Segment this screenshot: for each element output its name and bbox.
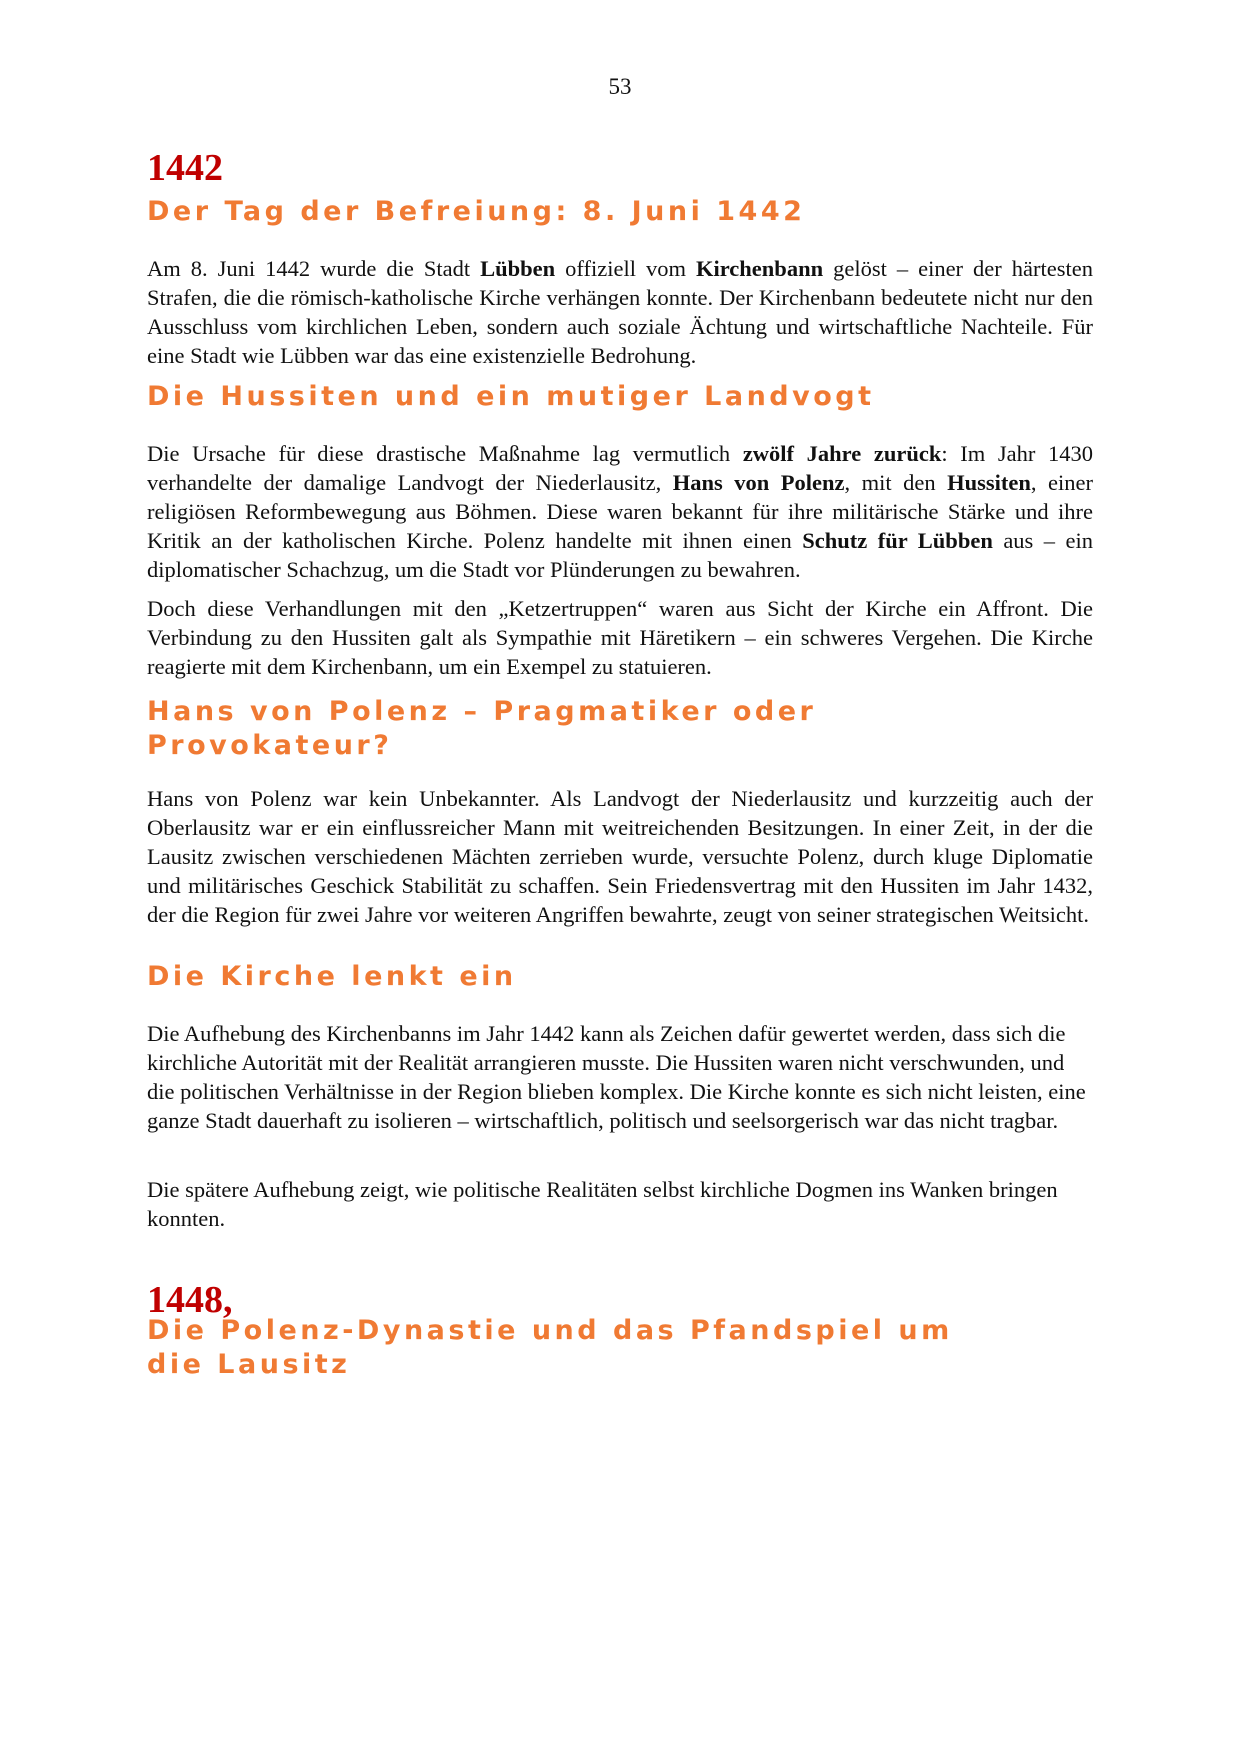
text-run: , mit den xyxy=(844,470,948,495)
bold-term: Hussiten xyxy=(947,470,1031,495)
section-heading-polenz: Hans von Polenz – Pragmatiker oder Provokateur? xyxy=(147,696,817,761)
text-run: Am 8. Juni 1442 wurde die Stadt xyxy=(147,256,481,281)
section-heading-polenz-dynastie: Die Polenz-Dynastie und das Pfandspiel um die Lausitz xyxy=(147,1315,953,1380)
text-run: Die spätere Aufhebung zeigt, wie politische Realitäten selbst kirchliche Dogmen ins Wanken bringen konnten. xyxy=(147,1177,1058,1231)
paragraph-hussiten-ursache xyxy=(147,439,1093,584)
text-run: , einer religiösen Reformbewegung aus Böhmen. Diese waren bekannt für ihre militärische Stärke und ihre Kritik an der katholischen Kirche. Polenz handelte mit ihnen einen xyxy=(147,470,1094,553)
paragraph-spaetere-aufhebung xyxy=(147,1175,1093,1233)
section-heading-hussiten: Die Hussiten und ein mutiger Landvogt xyxy=(147,381,875,412)
text-run: gelöst – einer der härtesten Strafen, die die römisch-katholische Kirche verhängen konnte. Der Kirchenbann bedeutete nicht nur den Ausschluss vom kirchlichen Leben, sondern auch soziale Ächtung und wirtschaftliche Nachteile. Für eine Stadt wie Lübben war das eine existenzielle Bedrohung. xyxy=(147,256,1093,368)
text-run: Die Ursache für diese drastische Maßnahme lag vermutlich xyxy=(147,441,743,466)
paragraph-aufhebung xyxy=(147,1019,1093,1135)
text-run: Doch diese Verhandlungen mit den „Ketzertruppen“ waren aus Sicht der Kirche ein Affront. Die Verbindung zu den Hussiten galt als Sympathie mit Häretikern – ein schweres Vergehen. Die Kirche reagierte mit dem Kirchenbann, um ein Exempel zu statuieren. xyxy=(147,596,1093,679)
text-run: aus – ein diplomatischer Schachzug, um die Stadt vor Plünderungen zu bewahren. xyxy=(147,528,1094,582)
paragraph-ketzertruppen xyxy=(147,594,1093,681)
section-heading-kirche-lenkt-ein: Die Kirche lenkt ein xyxy=(147,961,517,992)
page-number: 53 xyxy=(608,74,632,99)
bold-term: Schutz für Lübben xyxy=(802,528,993,553)
bold-term: zwölf Jahre zurück xyxy=(742,441,942,466)
bold-term: Kirchenbann xyxy=(695,256,824,281)
year-heading-1442: 1442 xyxy=(147,147,223,189)
year-heading-1448: 1448, xyxy=(147,1279,233,1321)
section-heading-befreiung: Der Tag der Befreiung: 8. Juni 1442 xyxy=(147,196,806,227)
text-run: offiziell vom xyxy=(555,256,696,281)
paragraph-polenz xyxy=(147,784,1093,929)
bold-term: Hans von Polenz xyxy=(672,470,845,495)
text-run: Hans von Polenz war kein Unbekannter. Als Landvogt der Niederlausitz und kurzzeitig auch der Oberlausitz war er ein einflussreicher Mann mit weitreichenden Besitzungen. In einer Zeit, in der die Lausitz zwischen verschiedenen Mächten zerrieben wurde, versuchte Polenz, durch kluge Diplomatie und militärisches Geschick Stabilität zu schaffen. Sein Friedensvertrag mit den Hussiten im Jahr 1432, der die Region für zwei Jahre vor weiteren Angriffen bewahrte, zeugt von seiner strategischen Weitsicht. xyxy=(147,786,1093,927)
text-run: Die Aufhebung des Kirchenbanns im Jahr 1442 kann als Zeichen dafür gewertet werden, dass sich die kirchliche Autorität mit der Realität arrangieren musste. Die Hussiten waren nicht verschwunden, und die politischen Verhältnisse in der Region blieben komplex. Die Kirche konnte es sich nicht leisten, eine ganze Stadt dauerhaft zu isolieren – wirtschaftlich, politisch und seelsorgerisch war das nicht tragbar. xyxy=(147,1021,1086,1133)
text-run: : Im Jahr 1430 verhandelte der damalige Landvogt der Niederlausitz, xyxy=(147,441,1093,495)
bold-term: Lübben xyxy=(480,256,556,281)
paragraph-befreiung xyxy=(147,254,1093,370)
